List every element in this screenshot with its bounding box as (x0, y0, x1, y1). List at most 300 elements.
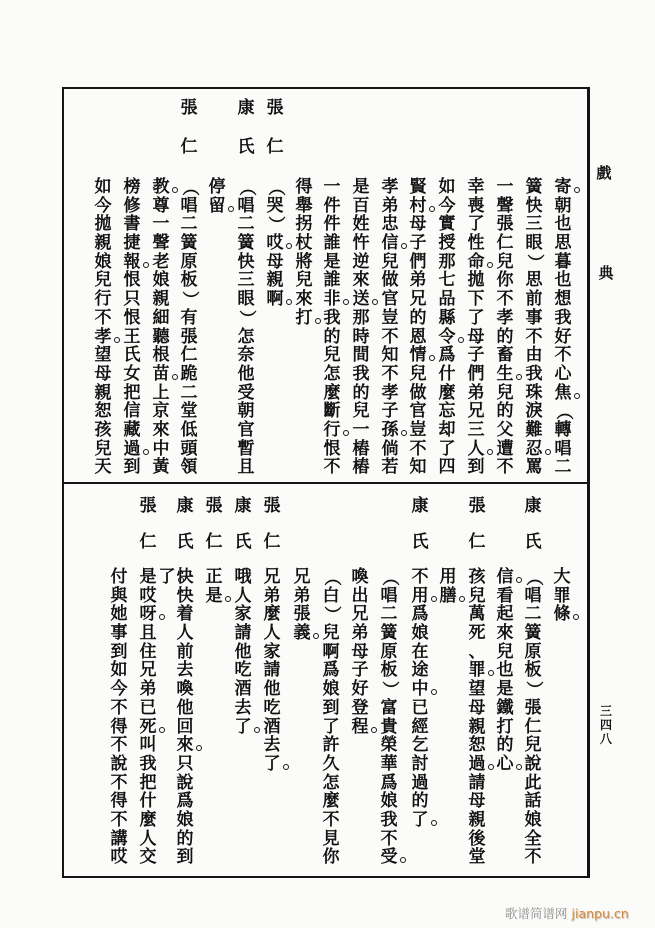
character: 低 (180, 419, 198, 440)
character: 板 (380, 660, 398, 681)
character: 弟 (263, 585, 281, 606)
character: 呀 (138, 605, 158, 624)
character: 一 (496, 177, 514, 197)
character: 的 (176, 828, 194, 849)
character: 品 (438, 289, 456, 310)
character: 前 (176, 641, 194, 662)
character: 死 (468, 623, 486, 644)
dialogue-column (552, 568, 572, 624)
punctuation-circle (431, 596, 437, 602)
character: 仁 (205, 531, 223, 552)
character: ） (265, 216, 286, 234)
character: 且 (237, 457, 255, 478)
section-divider (62, 482, 589, 484)
character: 氏 (123, 345, 141, 366)
character: 情 (408, 346, 428, 365)
character: 暮 (554, 251, 572, 272)
character: 不 (380, 828, 398, 849)
character: 怎 (237, 326, 255, 347)
character: 兒 (322, 623, 340, 644)
character: 請 (263, 660, 281, 681)
character: 仁 (266, 136, 284, 157)
character: 唱 (180, 195, 198, 216)
character: 去 (234, 697, 252, 718)
character: 哎 (110, 847, 128, 868)
character: 喚 (351, 567, 369, 587)
character: 事 (110, 623, 128, 644)
character: 罵 (525, 457, 543, 478)
character: 我 (554, 307, 572, 328)
character: 麼 (139, 809, 157, 830)
character: 唱 (554, 438, 572, 459)
character: 命 (466, 253, 486, 272)
punctuation-circle (574, 393, 580, 399)
punctuation-circle (286, 299, 292, 305)
character: 兒 (524, 735, 542, 756)
character: 兄 (409, 289, 427, 310)
character: 姓 (352, 214, 370, 235)
character: 知 (409, 457, 427, 478)
punctuation-circle (487, 262, 493, 268)
character: 張 (524, 697, 542, 718)
character: 難 (525, 419, 543, 440)
character: 二 (380, 604, 398, 625)
character: 拋 (467, 270, 485, 291)
character: 却 (438, 419, 456, 440)
character: 你 (322, 847, 340, 868)
dialogue-column (553, 178, 573, 477)
dialogue-column (179, 178, 199, 477)
character: 娘 (322, 679, 340, 700)
character: 堂 (180, 401, 198, 422)
character: ） (321, 606, 342, 624)
character: 弟 (409, 270, 427, 291)
character: 聲 (152, 233, 170, 254)
character: 家 (234, 604, 252, 625)
character: 人 (234, 585, 252, 606)
character: 來 (496, 623, 514, 644)
character: 樁 (352, 438, 370, 459)
character: 張 (293, 604, 311, 625)
character: 是 (352, 177, 370, 197)
character: 弟 (381, 195, 399, 216)
character: 快 (176, 585, 194, 606)
character: 打 (294, 309, 314, 328)
character: 張 (468, 496, 486, 516)
character: 村 (408, 197, 428, 216)
character: 兄 (293, 567, 311, 587)
character: 的 (496, 326, 514, 347)
character: 講 (110, 828, 128, 849)
punctuation-circle (371, 727, 377, 733)
character: 登 (351, 697, 369, 718)
character: 一 (352, 419, 370, 440)
character: 想 (554, 289, 572, 310)
character: 珠 (525, 382, 543, 403)
character: 三 (237, 270, 255, 291)
character: 兄 (139, 660, 157, 681)
character: 尊 (152, 195, 170, 216)
character: 原 (524, 641, 542, 662)
character: 經 (411, 716, 429, 737)
character: 朝 (554, 195, 572, 216)
punctuation-circle (143, 449, 149, 455)
character: 子 (381, 401, 399, 422)
character: 爲 (438, 345, 456, 366)
character: 女 (123, 363, 141, 384)
character: 性 (467, 233, 485, 254)
character: 什 (139, 791, 157, 812)
character: 好 (554, 326, 572, 347)
character: 付 (110, 567, 128, 587)
character: 到 (110, 641, 128, 662)
character: 是 (204, 587, 224, 606)
character: 我 (139, 753, 157, 774)
dialogue-column (265, 178, 285, 309)
character: 已 (411, 697, 429, 718)
character: 有 (180, 307, 198, 328)
character: 康 (237, 98, 255, 118)
character: 忤 (352, 233, 370, 254)
character: 親 (152, 289, 170, 310)
dialogue-column (233, 568, 253, 736)
character: 張 (180, 326, 198, 347)
character: 仁 (263, 531, 281, 552)
character: 不 (525, 326, 543, 347)
character: 三 (525, 214, 543, 235)
character: 恨 (323, 438, 341, 459)
character: 見 (322, 828, 340, 849)
character: 親 (94, 233, 112, 254)
character: 不 (554, 345, 572, 366)
character: 兒 (323, 345, 341, 366)
character: 罪 (553, 585, 571, 606)
dialogue-column (495, 178, 515, 477)
punctuation-circle (315, 318, 321, 324)
character: 苗 (151, 365, 171, 384)
watermark-domain: jianpu.cn (571, 906, 629, 921)
character: 是 (496, 679, 514, 700)
character: 孩 (94, 419, 112, 440)
character: 老 (152, 251, 170, 272)
character: 忠 (381, 214, 399, 235)
character: 也 (496, 660, 514, 681)
character: 已 (139, 697, 157, 718)
character: 白 (322, 585, 340, 606)
character: 唱 (380, 585, 398, 606)
speaker-label (179, 99, 199, 176)
punctuation-circle (225, 596, 231, 602)
character: 到 (467, 457, 485, 478)
character: 遭 (496, 438, 514, 459)
character: 一 (152, 214, 170, 235)
character: 原 (380, 641, 398, 662)
character: 娘 (380, 791, 398, 812)
character: 親 (94, 382, 112, 403)
punctuation-circle (516, 577, 522, 583)
character: 哦 (234, 567, 252, 587)
character: 母 (409, 214, 427, 235)
character: 弟 (139, 679, 157, 700)
punctuation-circle (286, 243, 292, 249)
character: 交 (139, 847, 157, 868)
character: 娘 (524, 809, 542, 830)
character: 間 (352, 345, 370, 366)
character: 四 (438, 457, 456, 478)
character: 恕 (94, 401, 112, 422)
character: 是 (139, 567, 157, 587)
watermark (505, 904, 629, 922)
character: 賢 (409, 177, 427, 197)
character: 說 (110, 753, 128, 774)
character: 娘 (176, 809, 194, 830)
character: 娘 (94, 251, 112, 272)
character: 叫 (139, 735, 157, 756)
character: 請 (468, 772, 486, 793)
character: 兄 (263, 567, 281, 587)
character: 非 (322, 290, 342, 309)
character: 眼 (237, 289, 255, 310)
character: 不 (322, 809, 340, 830)
character: 留 (207, 197, 227, 216)
character: 恩 (409, 326, 427, 347)
character: 康 (234, 496, 252, 516)
character: 啊 (265, 290, 285, 309)
character: 母 (94, 363, 112, 384)
character: 康 (411, 496, 429, 516)
character: 簧 (180, 233, 198, 254)
character: 忘 (438, 401, 456, 422)
character: 兒 (409, 363, 427, 384)
punctuation-circle (574, 187, 580, 193)
character: 官 (381, 289, 399, 310)
character: 恨 (123, 307, 141, 328)
character: 請 (234, 623, 252, 644)
character: （ (236, 178, 257, 196)
punctuation-circle (343, 430, 349, 436)
character: 教 (151, 178, 171, 197)
dialogue-column (410, 568, 430, 830)
character: 快 (525, 195, 543, 216)
punctuation-circle (401, 430, 407, 436)
character: 件 (323, 195, 341, 216)
character: 恕 (468, 735, 486, 756)
character: ） (524, 253, 545, 271)
punctuation-circle (516, 764, 522, 770)
character: 忍 (524, 440, 544, 459)
character: 張 (496, 214, 514, 235)
punctuation-circle (400, 857, 406, 863)
character: 二 (237, 214, 255, 235)
character: 久 (322, 753, 340, 774)
character: 大 (553, 567, 571, 587)
character: 母 (351, 641, 369, 662)
character: 把 (123, 382, 141, 403)
character: 的 (323, 326, 341, 347)
character: 人 (466, 440, 486, 459)
character: 簧 (237, 233, 255, 254)
character: 受 (379, 848, 399, 867)
character: ） (236, 309, 257, 327)
dialogue-column (380, 178, 400, 477)
character: 不 (411, 567, 429, 587)
character: 思 (525, 270, 543, 291)
character: 快 (176, 567, 194, 587)
character: 不 (381, 326, 399, 347)
character: 仁 (524, 716, 542, 737)
character: 了 (157, 568, 177, 587)
character: 仁 (139, 531, 157, 552)
character: 酒 (234, 679, 252, 700)
dialogue-column (408, 178, 428, 477)
character: 康 (524, 496, 542, 516)
speaker-label (233, 497, 253, 568)
character: 今 (438, 195, 456, 216)
character: 我 (352, 363, 370, 384)
speaker-label (138, 497, 158, 568)
character: 兒 (94, 438, 112, 459)
frame-border-bottom (62, 876, 590, 878)
character: 家 (263, 641, 281, 662)
character: 張 (205, 496, 223, 516)
character: 膳 (438, 587, 458, 606)
speaker-label (236, 99, 256, 176)
character: 子 (467, 345, 485, 366)
character: 弟 (467, 382, 485, 403)
character: 他 (263, 679, 281, 700)
character: 授 (438, 233, 456, 254)
character: 弟 (351, 623, 369, 644)
character: 住 (139, 641, 157, 662)
character: 到 (123, 457, 141, 478)
character: 榮 (380, 735, 398, 756)
character: 什 (438, 363, 456, 384)
character: 拐 (295, 214, 313, 235)
character: 我 (380, 809, 398, 830)
character: 華 (380, 753, 398, 774)
character: 暫 (237, 438, 255, 459)
character: 母 (468, 791, 486, 812)
character: 行 (94, 289, 112, 310)
character: 得 (110, 716, 128, 737)
character: 得 (110, 791, 128, 812)
character: 也 (554, 214, 572, 235)
character: 爲 (322, 660, 340, 681)
character: 途 (411, 660, 429, 681)
character: 全 (524, 828, 542, 849)
character: （ (179, 178, 200, 196)
character: 爲 (380, 772, 398, 793)
character: 板 (180, 270, 198, 291)
character: 張 (139, 496, 157, 516)
character: 孝 (381, 382, 399, 403)
punctuation-circle (459, 596, 465, 602)
character: 不 (524, 847, 542, 868)
character: 寄 (553, 178, 573, 197)
character: 根 (152, 345, 170, 366)
character: 去 (176, 660, 194, 681)
dialogue-column (379, 568, 399, 867)
character: 他 (234, 641, 252, 662)
character: 領 (180, 457, 198, 478)
character: 父 (496, 419, 514, 440)
character: 張 (266, 98, 284, 118)
punctuation-circle (545, 449, 551, 455)
character: 弟 (293, 585, 311, 606)
punctuation-circle (516, 374, 522, 380)
character: 聲 (496, 195, 514, 216)
character: 的 (496, 735, 514, 756)
character: 來 (295, 289, 313, 310)
character: 斷 (323, 401, 341, 422)
character: 死 (138, 718, 158, 737)
character: 來 (152, 419, 170, 440)
character: 兒 (496, 382, 514, 403)
character: 豈 (381, 307, 399, 328)
character: 唱 (524, 585, 542, 606)
character: 着 (176, 604, 194, 625)
character: 心 (495, 755, 515, 774)
character: 上 (152, 382, 170, 403)
character: 哎 (139, 585, 157, 606)
character: 不 (381, 363, 399, 384)
character: 說 (524, 753, 542, 774)
character: 爲 (411, 604, 429, 625)
character: 條 (552, 605, 572, 624)
character: 畜 (496, 345, 514, 366)
dialogue-column (321, 568, 341, 867)
punctuation-circle (159, 727, 165, 733)
character: （ (379, 568, 400, 586)
character: 此 (524, 772, 542, 793)
character: 許 (322, 735, 340, 756)
character: 轉 (554, 419, 572, 440)
character: 了 (438, 438, 456, 459)
dialogue-column (495, 568, 515, 774)
character: 做 (381, 270, 399, 291)
character: 王 (123, 326, 141, 347)
character: 令 (437, 328, 457, 347)
character: 舉 (295, 195, 313, 216)
character: 奈 (237, 345, 255, 366)
character: 豈 (409, 419, 427, 440)
character: 正 (205, 567, 223, 587)
character: 啊 (322, 641, 340, 662)
dialogue-column (294, 178, 314, 328)
character: 哎 (265, 234, 285, 253)
character: 件 (323, 214, 341, 235)
character: （ (321, 568, 342, 586)
character: 酒 (263, 716, 281, 737)
character: 那 (438, 251, 456, 272)
character: 信 (123, 401, 141, 422)
character: 板 (524, 660, 542, 681)
character: 唱 (237, 195, 255, 216)
character: 兒 (496, 251, 514, 272)
punctuation-circle (228, 206, 234, 212)
dialogue-column (524, 178, 544, 477)
character: 氏 (411, 531, 429, 552)
character: 氏 (524, 531, 542, 552)
character: 過 (122, 440, 142, 459)
character: 今 (110, 679, 128, 700)
punctuation-circle (178, 577, 184, 583)
dialogue-column (93, 178, 113, 477)
character: 仁 (496, 233, 514, 254)
character: 用 (439, 567, 457, 587)
character: 母 (266, 251, 284, 272)
character: 今 (94, 195, 112, 216)
